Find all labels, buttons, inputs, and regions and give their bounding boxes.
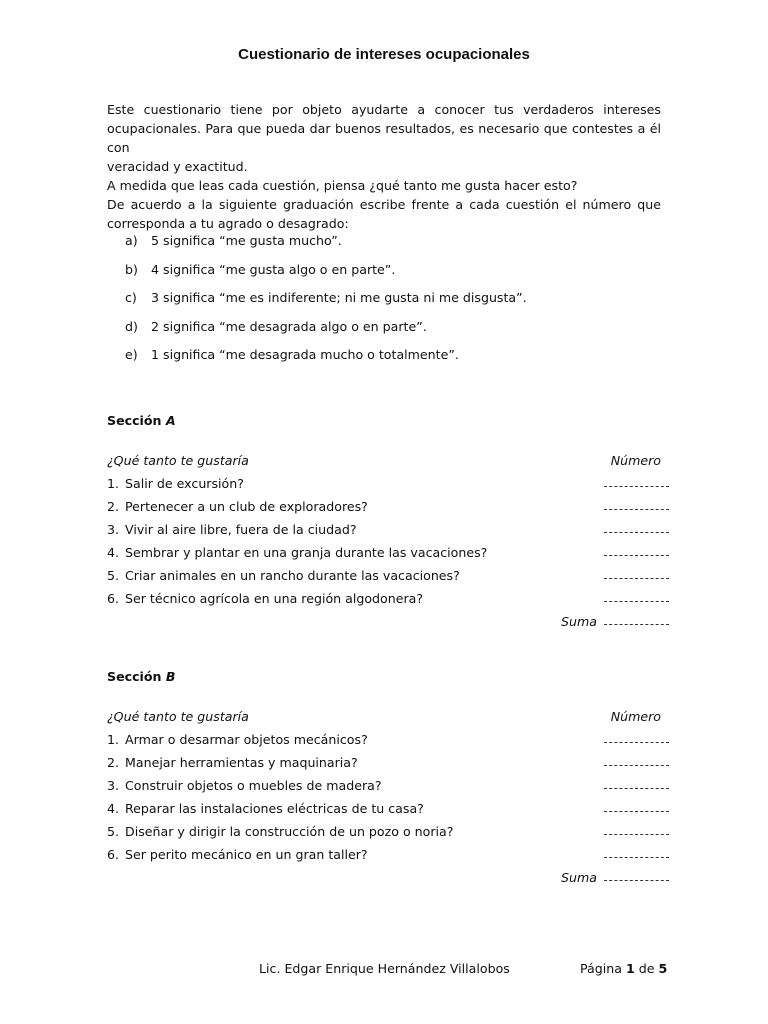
answer-blank[interactable] <box>604 834 669 835</box>
answer-blank[interactable] <box>604 742 669 743</box>
sum-label: Suma <box>561 614 597 629</box>
scale-letter: b) <box>125 261 138 277</box>
sum-blank[interactable] <box>604 880 669 881</box>
question-row <box>107 824 669 847</box>
answer-blank[interactable] <box>604 857 669 858</box>
question-row <box>107 476 669 499</box>
footer-author: Lic. Edgar Enrique Hernández Villalobos <box>259 961 510 976</box>
sum-label: Suma <box>561 870 597 885</box>
section-title <box>107 413 669 433</box>
footer-page-number <box>580 961 667 976</box>
scale-item <box>125 262 527 291</box>
question-number: 5. <box>107 824 120 839</box>
question-row <box>107 801 669 824</box>
answer-blank[interactable] <box>604 788 669 789</box>
scale-text: 4 significa “me gusta algo o en parte”. <box>151 261 396 277</box>
section-title-prefix: Sección <box>107 669 166 684</box>
scale-text: 3 significa “me es indiferente; ni me gusta ni me disgusta”. <box>151 290 527 305</box>
question-number: 4. <box>107 801 120 816</box>
intro-line: ocupacionales. Para que pueda dar buenos resultados, es necesario que contestes a él con <box>107 121 661 155</box>
question-row <box>107 568 669 591</box>
question-row <box>107 732 669 755</box>
question-text: Criar animales en un rancho durante las vacaciones? <box>125 568 460 583</box>
question-row <box>107 591 669 614</box>
question-row <box>107 755 669 778</box>
sum-blank[interactable] <box>604 624 669 625</box>
question-text: Armar o desarmar objetos mecánicos? <box>125 732 368 747</box>
question-text: Reparar las instalaciones eléctricas de tu casa? <box>125 801 424 816</box>
scale-letter: c) <box>125 290 137 305</box>
scale-item <box>125 290 527 319</box>
question-number: 3. <box>107 778 120 793</box>
intro-line: Este cuestionario tiene por objeto ayudarte a conocer tus verdaderos intereses <box>107 102 661 117</box>
question-text: Manejar herramientas y maquinaria? <box>125 755 358 770</box>
question-text: Construir objetos o muebles de madera? <box>125 778 382 793</box>
answer-blank[interactable] <box>604 765 669 766</box>
scale-item <box>125 233 527 262</box>
question-number: 2. <box>107 499 120 514</box>
intro-line: corresponda a tu agrado o desagrado: <box>107 216 349 231</box>
answer-blank[interactable] <box>604 532 669 533</box>
answer-blank[interactable] <box>604 486 669 487</box>
question-number: 6. <box>107 847 120 862</box>
section-b <box>107 669 669 894</box>
question-row <box>107 778 669 801</box>
question-number: 3. <box>107 522 120 537</box>
question-number: 1. <box>107 732 120 747</box>
intro-question: A medida que leas cada cuestión, piensa ¿qué tanto me gusta hacer esto? <box>107 178 578 193</box>
scale-text: 2 significa “me desagrada algo o en parte”. <box>151 318 427 334</box>
question-text: Ser técnico agrícola en una región algodonera? <box>125 591 424 606</box>
answer-blank[interactable] <box>604 578 669 579</box>
question-row <box>107 499 669 522</box>
question-header: ¿Qué tanto te gustaría <box>107 709 249 724</box>
answer-blank[interactable] <box>604 509 669 510</box>
section-header <box>107 709 669 732</box>
section-title-letter: A <box>165 413 176 428</box>
question-number: 2. <box>107 755 120 770</box>
answer-blank[interactable] <box>604 601 669 602</box>
question-number: 1. <box>107 476 120 491</box>
section-header <box>107 453 669 476</box>
scale-item <box>125 319 527 348</box>
question-text: Pertenecer a un club de exploradores? <box>125 499 368 514</box>
section-title-letter: B <box>165 669 176 684</box>
scale-text: 1 significa “me desagrada mucho o totalmente”. <box>151 347 459 362</box>
section-title-prefix: Sección <box>107 413 166 428</box>
answer-blank[interactable] <box>604 811 669 812</box>
question-row <box>107 847 669 870</box>
question-header: ¿Qué tanto te gustaría <box>107 453 249 468</box>
section-title <box>107 669 669 689</box>
section-a <box>107 413 669 638</box>
number-header: Número <box>610 709 661 724</box>
question-number: 4. <box>107 545 120 560</box>
question-row <box>107 522 669 545</box>
question-text: Vivir al aire libre, fuera de la ciudad? <box>125 522 357 537</box>
intro-line: De acuerdo a la siguiente graduación escribe frente a cada cuestión el número que <box>107 197 661 212</box>
question-text: Salir de excursión? <box>125 476 244 491</box>
page-mid: de <box>634 961 659 976</box>
question-text: Diseñar y dirigir la construcción de un pozo o noria? <box>125 824 454 839</box>
answer-blank[interactable] <box>604 555 669 556</box>
page-current: 1 <box>625 961 635 976</box>
question-text: Sembrar y plantar en una granja durante las vacaciones? <box>125 545 488 560</box>
question-number: 6. <box>107 591 120 606</box>
scale-letter: a) <box>125 233 138 248</box>
page-total: 5 <box>658 961 668 976</box>
scale-item <box>125 347 527 376</box>
page-title: Cuestionario de intereses ocupacionales <box>238 46 530 63</box>
scale-letter: e) <box>125 347 138 362</box>
sum-row <box>107 870 669 894</box>
intro-text <box>107 100 661 233</box>
scale-letter: d) <box>125 318 138 334</box>
intro-line: veracidad y exactitud. <box>107 159 248 174</box>
question-text: Ser perito mecánico en un gran taller? <box>125 847 368 862</box>
scale-text: 5 significa “me gusta mucho”. <box>151 233 342 248</box>
number-header: Número <box>610 453 661 468</box>
sum-row <box>107 614 669 638</box>
question-number: 5. <box>107 568 120 583</box>
rating-scale-list <box>125 233 527 376</box>
page-prefix: Página <box>580 961 626 976</box>
question-row <box>107 545 669 568</box>
